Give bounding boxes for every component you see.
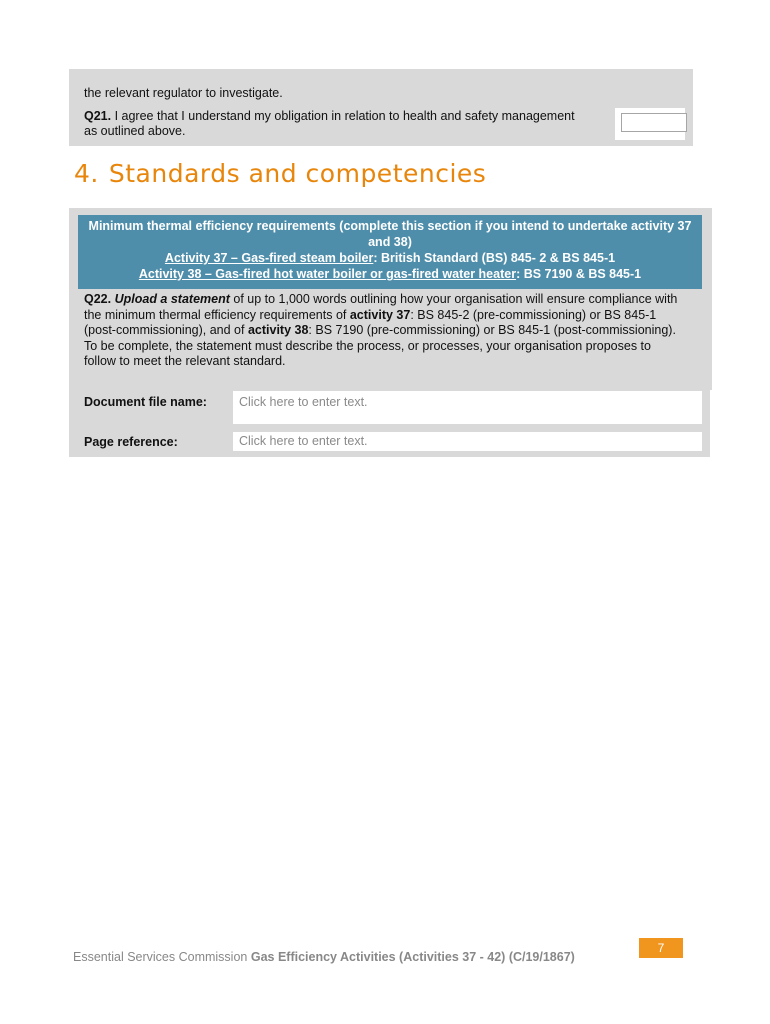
- footer-title: Gas Efficiency Activities (Activities 37 - 42) (C/19/1867): [250, 950, 575, 964]
- q21-section: [69, 69, 693, 146]
- q22-text-1: of up to 1,000 words outlining how your organisation will ensure compliance with the minimum thermal efficiency requirements of: [84, 292, 678, 322]
- footer: [73, 948, 593, 967]
- q21-answer-cell: [615, 108, 685, 140]
- q22-text-3: : BS 7190 (pre-commissioning) or BS 845-1 (post-commissioning).: [308, 323, 676, 337]
- q21-number: Q21.: [84, 109, 112, 123]
- document-file-name-label: Document file name:: [84, 395, 207, 409]
- document-file-name-field[interactable]: Click here to enter text.: [233, 391, 702, 424]
- page-reference-label: Page reference:: [84, 435, 178, 449]
- q22-text-4: To be complete, the statement must describe the process, or processes, your organisation proposes to follow to meet the relevant standard.: [84, 338, 651, 368]
- standards-header-title: Minimum thermal efficiency requirements (complete this section if you intend to undertake activity 37 and 38): [88, 219, 692, 249]
- q22-upload-label: Upload a statement: [114, 292, 230, 306]
- standards-box: [69, 208, 712, 390]
- previous-text: the relevant regulator to investigate.: [84, 86, 283, 100]
- q21-question: [84, 109, 584, 139]
- activity-38-line: [78, 266, 702, 282]
- section-number: 4.: [74, 159, 99, 188]
- q22-number: Q22.: [84, 292, 112, 306]
- footer-org: Essential Services Commission: [73, 950, 251, 964]
- document-fields: [69, 388, 710, 457]
- activity-37-line: [78, 250, 702, 266]
- section-heading: [74, 159, 486, 188]
- q21-answer-field[interactable]: [621, 113, 687, 132]
- page-number-badge: 7: [639, 938, 683, 958]
- q22-question: [84, 292, 684, 370]
- activity-38-standard: : BS 7190 & BS 845-1: [516, 267, 642, 281]
- q22-text-2: : BS 845-2 (pre-commissioning) or BS 845-1 (post-commissioning), and of: [84, 307, 657, 337]
- standards-header: [78, 215, 702, 289]
- section-title: Standards and competencies: [108, 159, 487, 188]
- q22-activity-37: activity 37: [349, 307, 411, 322]
- activity-38-link[interactable]: Activity 38 – Gas-fired hot water boiler or gas-fired water heater: [138, 267, 517, 281]
- q21-text: I agree that I understand my obligation in relation to health and safety management as outlined above.: [84, 109, 575, 138]
- q22-activity-38: activity 38: [247, 323, 309, 337]
- activity-37-standard: : British Standard (BS) 845- 2 & BS 845-1: [373, 251, 616, 265]
- page-reference-field[interactable]: Click here to enter text.: [233, 432, 702, 451]
- activity-37-link[interactable]: Activity 37 – Gas-fired steam boiler: [164, 251, 374, 265]
